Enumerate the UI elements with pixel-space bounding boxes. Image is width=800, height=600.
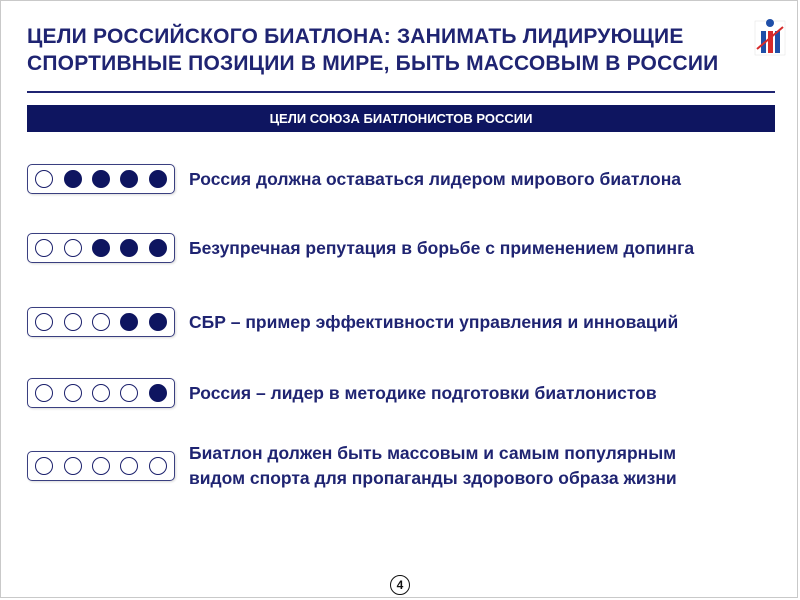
filled-dot-icon bbox=[120, 170, 138, 188]
page-number: 4 bbox=[390, 575, 410, 595]
goal-item-4 bbox=[27, 378, 657, 408]
filled-dot-icon bbox=[92, 170, 110, 188]
empty-dot-icon bbox=[149, 457, 167, 475]
filled-dot-icon bbox=[64, 170, 82, 188]
filled-dot-icon bbox=[149, 313, 167, 331]
section-banner: ЦЕЛИ СОЮЗА БИАТЛОНИСТОВ РОССИИ bbox=[27, 105, 775, 132]
empty-dot-icon bbox=[64, 457, 82, 475]
empty-dot-icon bbox=[35, 457, 53, 475]
filled-dot-icon bbox=[120, 313, 138, 331]
goal-item-2 bbox=[27, 233, 694, 263]
goal-rating bbox=[27, 307, 175, 337]
title-divider bbox=[27, 91, 775, 93]
goal-rating bbox=[27, 164, 175, 194]
goal-rating bbox=[27, 378, 175, 408]
filled-dot-icon bbox=[149, 170, 167, 188]
empty-dot-icon bbox=[92, 384, 110, 402]
goal-text: Россия – лидер в методике подготовки биатлонистов bbox=[189, 382, 657, 403]
empty-dot-icon bbox=[64, 384, 82, 402]
biathlon-logo-icon bbox=[753, 15, 787, 57]
goal-rating bbox=[27, 451, 175, 481]
goal-rating bbox=[27, 233, 175, 263]
goal-text: СБР – пример эффективности управления и инноваций bbox=[189, 311, 679, 332]
empty-dot-icon bbox=[92, 457, 110, 475]
filled-dot-icon bbox=[149, 239, 167, 257]
goal-text: Безупречная репутация в борьбе с применением допинга bbox=[189, 237, 695, 258]
filled-dot-icon bbox=[149, 384, 167, 402]
empty-dot-icon bbox=[64, 239, 82, 257]
goal-text: Россия должна оставаться лидером мирового биатлона bbox=[189, 168, 682, 189]
empty-dot-icon bbox=[64, 313, 82, 331]
goal-item-5 bbox=[27, 441, 677, 491]
filled-dot-icon bbox=[120, 239, 138, 257]
slide-title: ЦЕЛИ РОССИЙСКОГО БИАТЛОНА: ЗАНИМАТЬ ЛИДИРУЮЩИЕ СПОРТИВНЫЕ ПОЗИЦИИ В МИРЕ, БЫТЬ МАССОВЫМ В РОССИИ bbox=[27, 25, 719, 75]
filled-dot-icon bbox=[92, 239, 110, 257]
empty-dot-icon bbox=[35, 384, 53, 402]
goal-item-1 bbox=[27, 164, 681, 194]
empty-dot-icon bbox=[35, 313, 53, 331]
goal-text: Биатлон должен быть массовым и самым популярным видом спорта для пропаганды здорового образа жизни bbox=[189, 443, 677, 488]
empty-dot-icon bbox=[120, 457, 138, 475]
empty-dot-icon bbox=[35, 239, 53, 257]
empty-dot-icon bbox=[92, 313, 110, 331]
empty-dot-icon bbox=[120, 384, 138, 402]
goal-item-3 bbox=[27, 307, 678, 337]
empty-dot-icon bbox=[35, 170, 53, 188]
